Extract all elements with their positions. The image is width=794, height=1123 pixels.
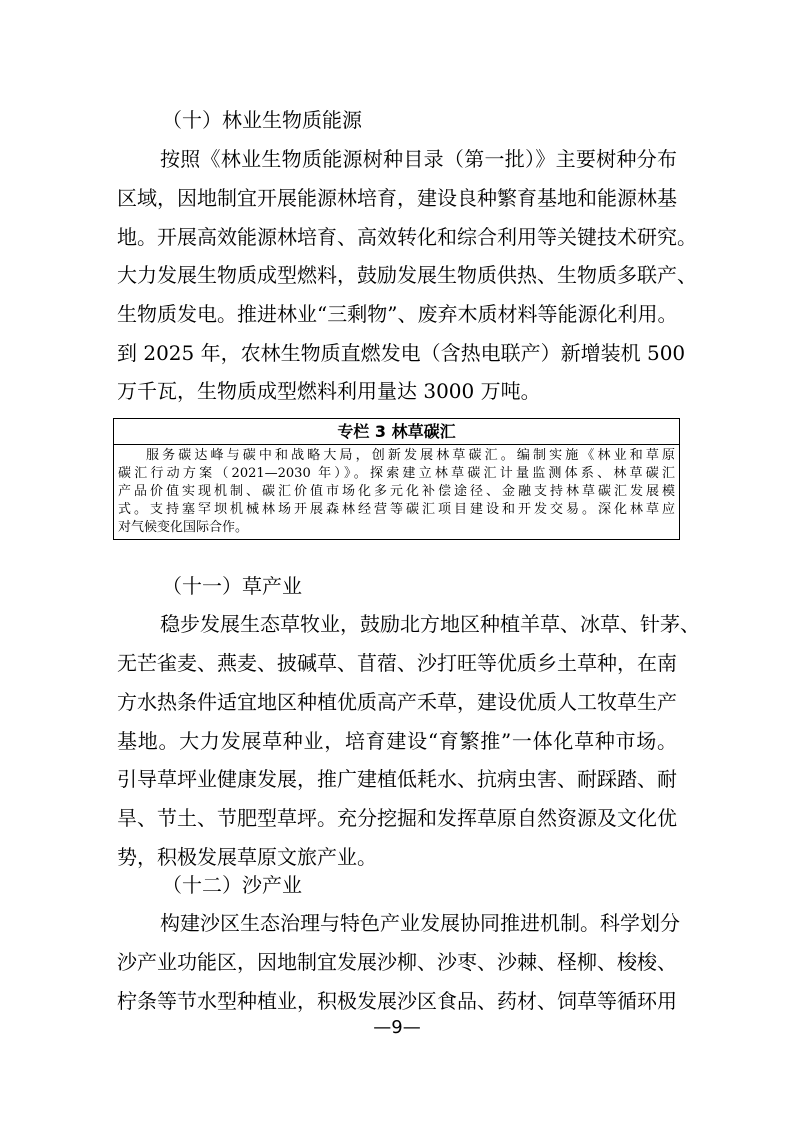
paragraph-line: 万千瓦，生物质成型燃料利用量达 3000 万吨。 xyxy=(117,379,541,403)
feature-box-line: 式。支持塞罕坝机械林场开展森林经营等碳汇项目建设和开发交易。深化林草应 xyxy=(118,502,675,517)
feature-box-line: 对气候变化国际合作。 xyxy=(118,520,249,535)
paragraph-line: 按照《林业生物质能源树种目录（第一批）》主要树种分布 xyxy=(160,147,677,171)
section-heading-12: （十二）沙产业 xyxy=(162,873,302,897)
paragraph-line: 地。开展高效能源林培育、高效转化和综合利用等关键技术研究。 xyxy=(117,225,697,249)
feature-box-line: 碳汇行动方案（2021—2030 年）》。探索建立林草碳汇计量监测体系、林草碳汇 xyxy=(118,466,675,481)
paragraph-line: 势，积极发展草原文旅产业。 xyxy=(117,845,377,869)
paragraph-line: 构建沙区生态治理与特色产业发展协同推进机制。科学划分 xyxy=(160,911,680,935)
paragraph-line: 基地。大力发展草种业，培育建设“育繁推”一体化草种市场。 xyxy=(117,729,677,753)
section-heading-11: （十一）草产业 xyxy=(162,574,302,598)
paragraph-line: 稳步发展生态草牧业，鼓励北方地区种植羊草、冰草、针茅、 xyxy=(160,612,700,636)
paragraph-line: 无芒雀麦、燕麦、披碱草、苜蓿、沙打旺等优质乡土草种，在南 xyxy=(117,651,677,675)
feature-box-line: 产品价值实现机制、碳汇价值市场化多元化补偿途径、金融支持林草碳汇发展模 xyxy=(118,484,675,499)
feature-box-carbon-sink xyxy=(113,418,680,540)
feature-box-line: 服务碳达峰与碳中和战略大局，创新发展林草碳汇。编制实施《林业和草原 xyxy=(146,448,675,463)
paragraph-line: 大力发展生物质成型燃料，鼓励发展生物质供热、生物质多联产、 xyxy=(117,263,697,287)
paragraph-line: 区域，因地制宜开展能源林培育，建设良种繁育基地和能源林基 xyxy=(117,186,677,210)
paragraph-line: 柠条等节水型种植业，积极发展沙区食品、药材、饲草等循环用 xyxy=(117,989,677,1013)
paragraph-line: 引导草坪业健康发展，推广建植低耗水、抗病虫害、耐踩踏、耐 xyxy=(117,767,677,791)
feature-box-title: 专栏 3 林草碳汇 xyxy=(114,419,679,445)
section-heading-10: （十）林业生物质能源 xyxy=(162,108,362,132)
paragraph-line: 沙产业功能区，因地制宜发展沙柳、沙枣、沙棘、柽柳、梭梭、 xyxy=(117,950,677,974)
paragraph-line: 方水热条件适宜地区种植优质高产禾草，建设优质人工牧草生产 xyxy=(117,690,677,714)
paragraph-line: 旱、节土、节肥型草坪。充分挖掘和发挥草原自然资源及文化优 xyxy=(117,806,677,830)
paragraph-line: 生物质发电。推进林业“三剩物”、废弃木质材料等能源化利用。 xyxy=(117,302,678,326)
paragraph-line: 到 2025 年，农林生物质直燃发电（含热电联产）新增装机 500 xyxy=(117,341,686,365)
page-number: —9— xyxy=(373,1017,421,1038)
